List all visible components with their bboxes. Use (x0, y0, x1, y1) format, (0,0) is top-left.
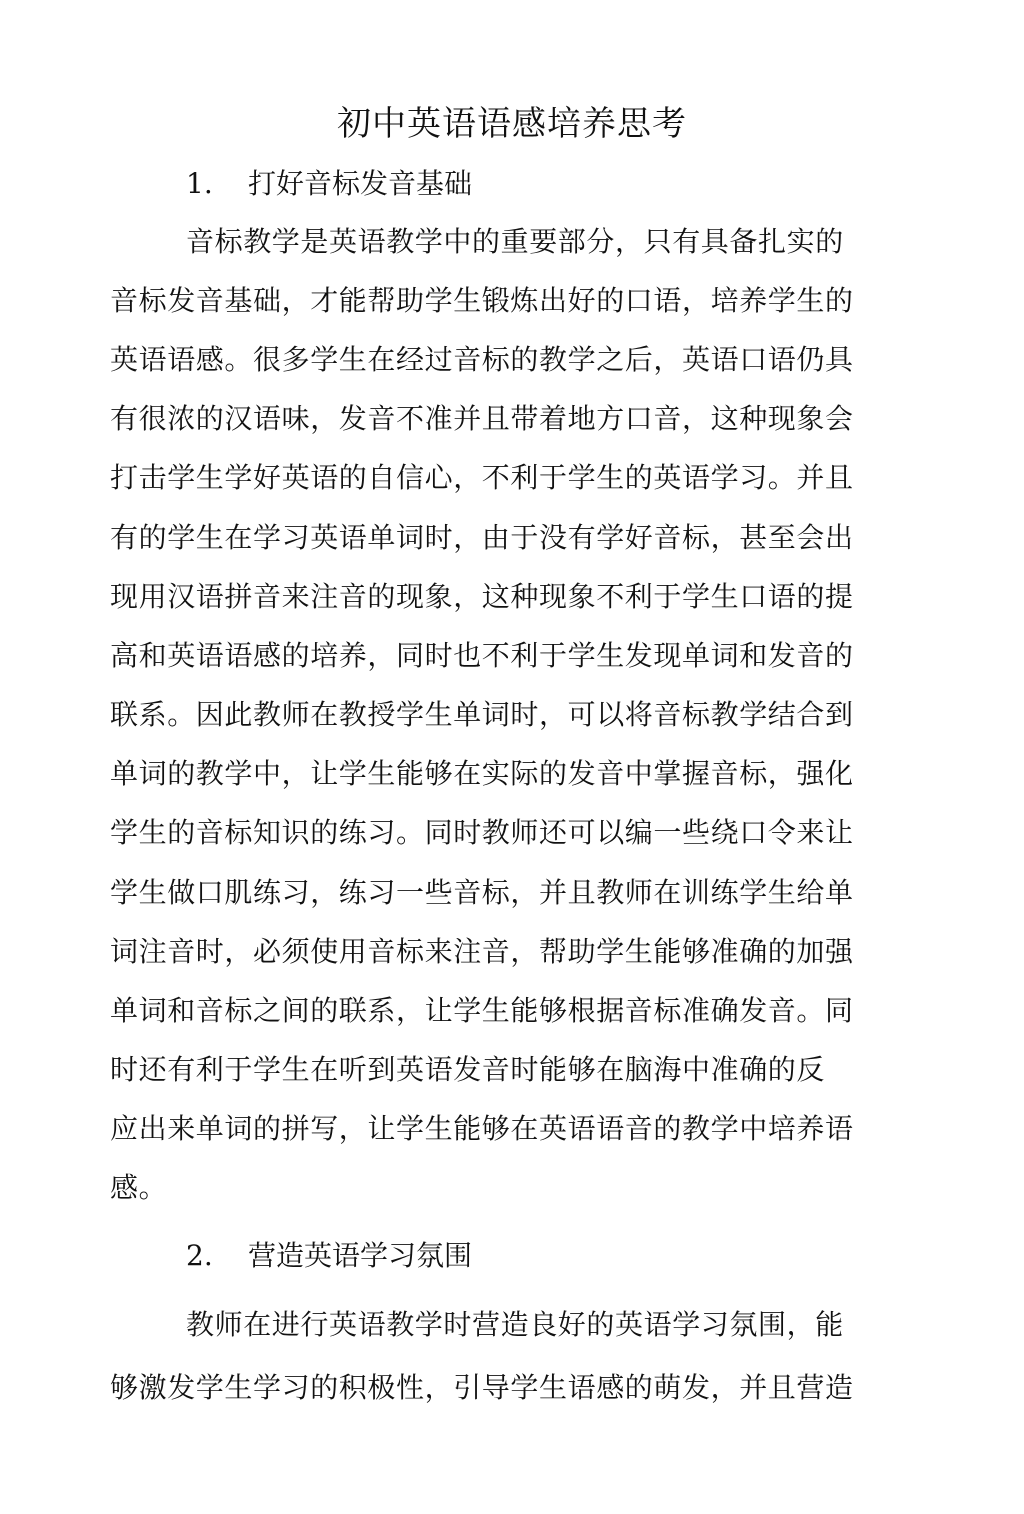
paragraph-line: 学生做口肌练习，练习一些音标，并且教师在训练学生给单 (110, 876, 854, 909)
paragraph-line: 现用汉语拼音来注音的现象，这种现象不利于学生口语的提 (110, 580, 854, 613)
paragraph-line: 联系。因此教师在教授学生单词时，可以将音标教学结合到 (110, 698, 854, 731)
paragraph-line: 有的学生在学习英语单词时，由于没有学好音标，甚至会出 (110, 521, 854, 554)
section-heading-1 (186, 164, 472, 204)
paragraph-line: 学生的音标知识的练习。同时教师还可以编一些绕口令来让 (110, 816, 854, 849)
paragraph-line: 音标教学是英语教学中的重要部分，只有具备扎实的 (186, 225, 844, 258)
paragraph-line: 英语语感。很多学生在经过音标的教学之后，英语口语仍具 (110, 343, 854, 376)
paragraph-line: 高和英语语感的培养，同时也不利于学生发现单词和发音的 (110, 639, 854, 672)
section-number: 2. (186, 1239, 213, 1272)
document-title: 初中英语语感培养思考 (337, 104, 687, 144)
section-heading-text: 打好音标发音基础 (248, 167, 473, 200)
paragraph-line: 感。 (110, 1171, 168, 1204)
paragraph-line: 音标发音基础，才能帮助学生锻炼出好的口语，培养学生的 (110, 284, 854, 317)
paragraph-line: 应出来单词的拼写，让学生能够在英语语音的教学中培养语 (110, 1112, 854, 1145)
paragraph-line: 单词的教学中，让学生能够在实际的发音中掌握音标，强化 (110, 757, 854, 790)
section-number: 1. (186, 167, 213, 200)
paragraph-line: 教师在进行英语教学时营造良好的英语学习氛围，能 (186, 1308, 844, 1341)
section-heading-text: 营造英语学习氛围 (248, 1239, 473, 1272)
paragraph-line: 单词和音标之间的联系，让学生能够根据音标准确发音。同 (110, 994, 854, 1027)
paragraph-line: 够激发学生学习的积极性，引导学生语感的萌发，并且营造 (110, 1371, 854, 1404)
section-heading-2 (186, 1236, 472, 1276)
paragraph-line: 打击学生学好英语的自信心，不利于学生的英语学习。并且 (110, 461, 854, 494)
paragraph-line: 词注音时，必须使用音标来注音，帮助学生能够准确的加强 (110, 935, 854, 968)
paragraph-line: 时还有利于学生在听到英语发音时能够在脑海中准确的反 (110, 1053, 826, 1086)
paragraph-line: 有很浓的汉语味，发音不准并且带着地方口音，这种现象会 (110, 402, 854, 435)
